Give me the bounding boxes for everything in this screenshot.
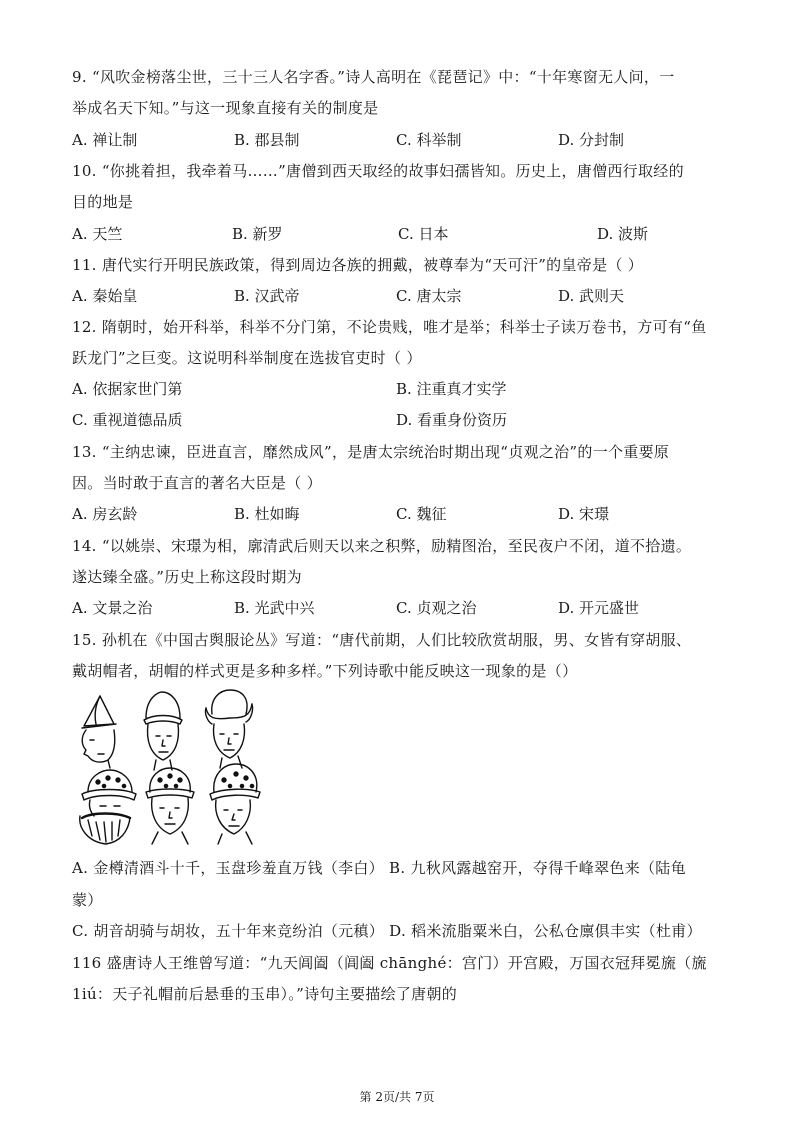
q11-option-a[interactable]: A. 秦始皇 (72, 287, 138, 305)
q10-option-b[interactable]: B. 新罗 (232, 225, 283, 243)
page-number-footer: 第 2页/共 7页 (359, 1090, 435, 1104)
q14-option-d[interactable]: D. 开元盛世 (558, 599, 640, 617)
q13-option-c[interactable]: C. 魏征 (396, 505, 447, 523)
head-dotted-peaked-cap-sketch (210, 764, 260, 844)
q9-stem-line2: 举成名天下知。”与这一现象直接有关的制度是 (72, 99, 379, 117)
hu-hats-illustration (74, 688, 274, 850)
q12-option-c[interactable]: C. 重视道德品质 (72, 411, 183, 429)
q14-stem-line1: 14. “以姚崇、宋璟为相，廓清武后则天以来之积弊，励精图治，至民夜户不闭，道不拾遗。 (72, 537, 692, 555)
q12-option-b[interactable]: B. 注重真才实学 (396, 380, 507, 398)
q14-option-b[interactable]: B. 光武中兴 (234, 599, 315, 617)
q15-options-line3[interactable]: C. 胡音胡骑与胡妆，五十年来竞纷泊（元稹） D. 稻米流脂粟米白，公私仓廪俱丰实（杜甫） (72, 922, 702, 940)
q10-option-a[interactable]: A. 天竺 (72, 225, 123, 243)
q10-stem-line2: 目的地是 (72, 193, 134, 211)
head-upturned-brim-hat-sketch (205, 690, 252, 768)
q16-stem-line1: 116 盛唐诗人王维曾写道：“九天阊阖（阊阖 chānghé：宫门）开宫殿，万国衣冠拜冕旒（旒 (72, 954, 707, 972)
q12-option-d[interactable]: D. 看重身份资历 (396, 411, 508, 429)
q13-option-b[interactable]: B. 杜如晦 (234, 505, 300, 523)
q11-option-d[interactable]: D. 武则天 (558, 287, 625, 305)
q9-stem-line1: 9. “风吹金榜落尘世，三十三人名字香。”诗人高明在《琵琶记》中：“十年寒窗无人问，一 (72, 68, 675, 86)
q10-option-c[interactable]: C. 日本 (398, 225, 449, 243)
q13-stem-line2: 因。当时敢于直言的著名大臣是（ ） (72, 474, 322, 492)
q11-option-b[interactable]: B. 汉武帝 (234, 287, 300, 305)
q9-option-d[interactable]: D. 分封制 (558, 131, 625, 149)
q15-options-line2: 蒙） (72, 891, 103, 909)
q11-stem-line1: 11. 唐代实行开明民族政策，得到周边各族的拥戴，被尊奉为“天可汗”的皇帝是（ ） (72, 256, 644, 274)
q9-option-b[interactable]: B. 郡县制 (234, 131, 300, 149)
q12-stem-line2: 跃龙门”之巨变。这说明科举制度在选拔官吏时（ ） (72, 349, 422, 367)
q10-option-d[interactable]: D. 波斯 (597, 225, 649, 243)
q14-stem-line2: 遂达臻全盛。”历史上称这段时期为 (72, 568, 302, 586)
q13-stem-line1: 13. “主纳忠谏，臣进直言，靡然成风”，是唐太宗统治时期出现“贞观之治”的一个重要原 (72, 443, 670, 461)
head-pointed-hat-sketch (82, 696, 116, 768)
q11-option-c[interactable]: C. 唐太宗 (396, 287, 462, 305)
q13-option-a[interactable]: A. 房玄龄 (72, 505, 138, 523)
q9-option-c[interactable]: C. 科举制 (396, 131, 462, 149)
q16-stem-line2: 1iú：天子礼帽前后悬垂的玉串）。”诗句主要描绘了唐朝的 (72, 985, 458, 1003)
q12-option-a[interactable]: A. 依据家世门第 (72, 380, 183, 398)
head-cone-hat-sketch (144, 692, 182, 770)
q10-stem-line1: 10. “你挑着担，我牵着马……”唐僧到西天取经的故事妇孺皆知。历史上，唐僧西行取经的 (72, 162, 684, 180)
q15-stem-line1: 15. 孙机在《中国古舆服论丛》写道：“唐代前期，人们比较欣赏胡服，男、女皆有穿胡服、 (72, 631, 692, 649)
q14-option-c[interactable]: C. 贞观之治 (396, 599, 477, 617)
head-dotted-round-cap-sketch (146, 768, 194, 844)
q14-option-a[interactable]: A. 文景之治 (72, 599, 153, 617)
head-bearded-dotted-cap-sketch (80, 770, 136, 844)
q13-option-d[interactable]: D. 宋璟 (558, 505, 610, 523)
q15-stem-line2: 戴胡帽者，胡帽的样式更是多种多样。”下列诗歌中能反映这一现象的是（） (72, 662, 578, 680)
q12-stem-line1: 12. 隋朝时，始开科举，科举不分门第，不论贵贱，唯才是举；科举士子读万卷书，方可有“鱼 (72, 318, 707, 336)
q9-option-a[interactable]: A. 禅让制 (72, 131, 138, 149)
q15-options-line1[interactable]: A. 金樽清酒斗十千，玉盘珍羞直万钱（李白） B. 九秋风露越窑开，夺得千峰翠色来（陆龟 (72, 859, 686, 877)
